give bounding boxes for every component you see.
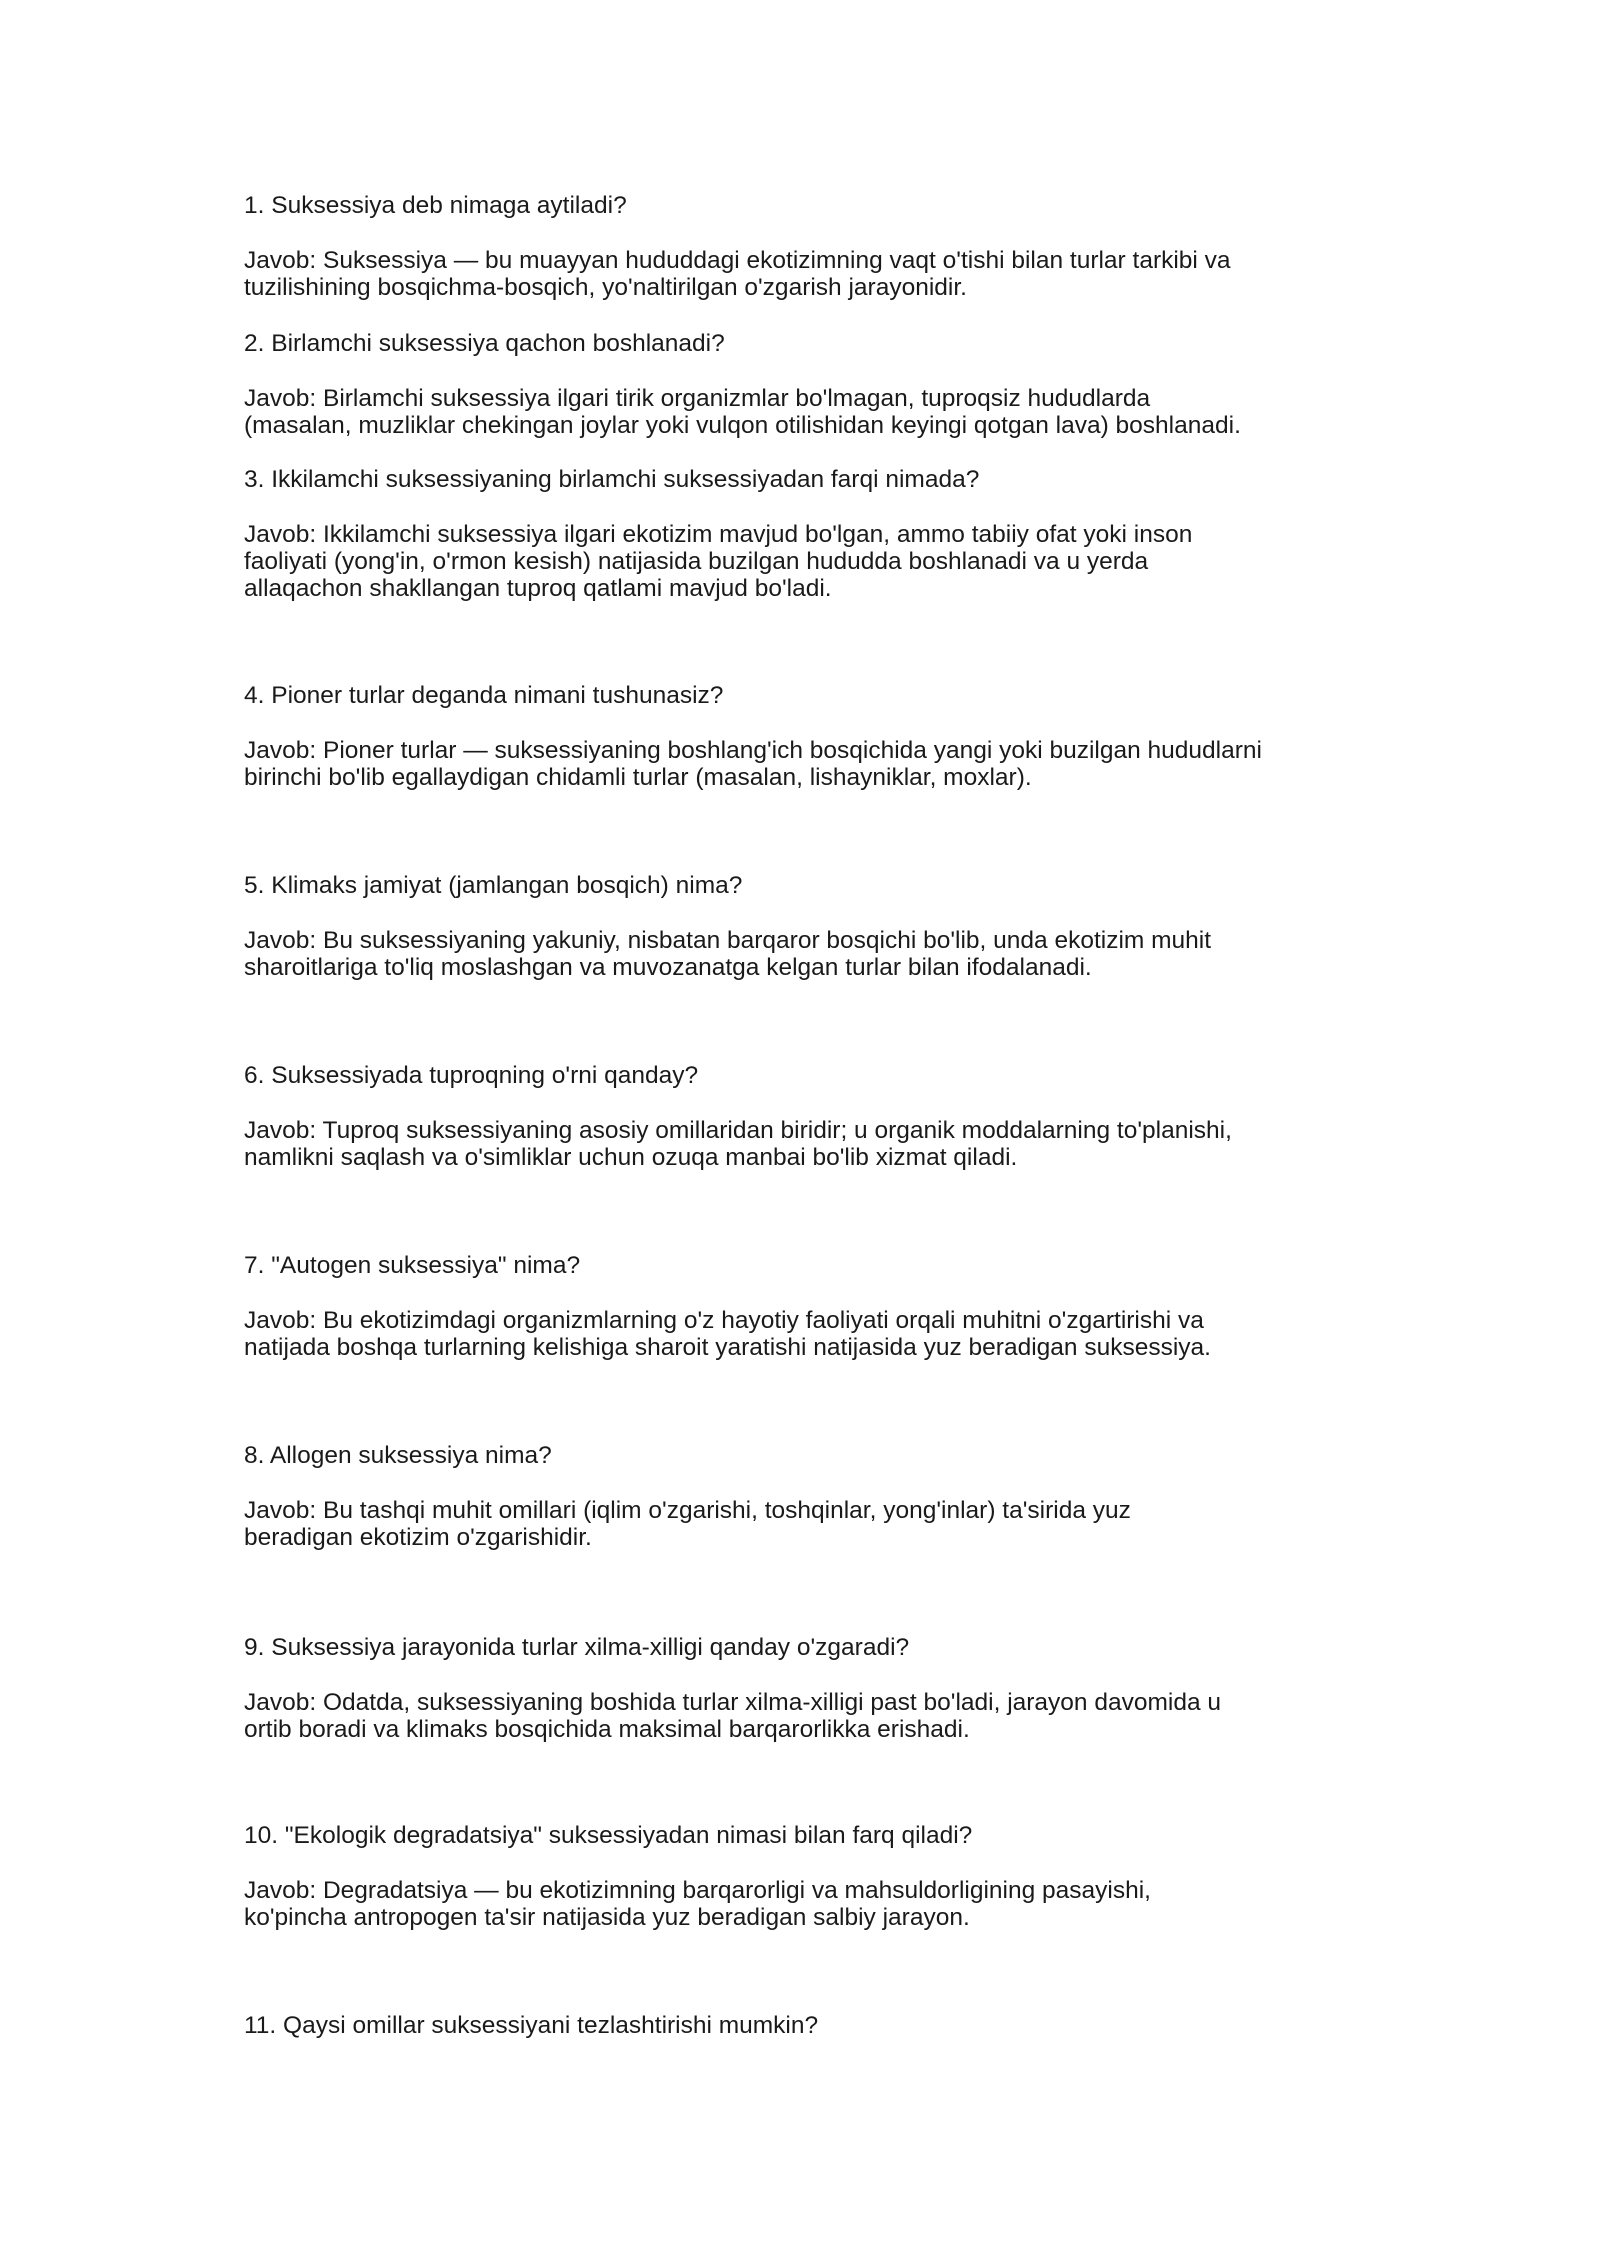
question-text: 10. "Ekologik degradatsiya" suksessiyadan nimasi bilan farq qiladi? xyxy=(244,1822,973,1849)
answer-line: ko'pincha antropogen ta'sir natijasida yuz beradigan salbiy jarayon. xyxy=(244,1904,970,1931)
answer-line: Javob: Odatda, suksessiyaning boshida turlar xilma-xilligi past bo'ladi, jarayon davomida u xyxy=(244,1689,1222,1716)
answer-line: Javob: Bu ekotizimdagi organizmlarning o'z hayotiy faoliyati orqali muhitni o'zgartirishi va xyxy=(244,1307,1204,1334)
answer-line: faoliyati (yong'in, o'rmon kesish) natijasida buzilgan hududda boshlanadi va u yerda xyxy=(244,548,1149,575)
qa-item-7 xyxy=(244,1252,1374,1361)
answer-line: sharoitlariga to'liq moslashgan va muvozanatga kelgan turlar bilan ifodalanadi. xyxy=(244,954,1092,981)
answer-text xyxy=(244,1689,1374,1743)
qa-item-5 xyxy=(244,872,1374,981)
question-text: 5. Klimaks jamiyat (jamlangan bosqich) nima? xyxy=(244,872,743,899)
answer-line: Javob: Birlamchi suksessiya ilgari tirik organizmlar bo'lmagan, tuproqsiz hududlarda xyxy=(244,385,1151,412)
question-text: 6. Suksessiyada tuproqning o'rni qanday? xyxy=(244,1062,699,1089)
qa-item-3 xyxy=(244,466,1374,602)
answer-text xyxy=(244,247,1374,301)
answer-line: ortib boradi va klimaks bosqichida maksimal barqarorlikka erishadi. xyxy=(244,1716,970,1743)
qa-item-2 xyxy=(244,330,1374,439)
question-text: 1. Suksessiya deb nimaga aytiladi? xyxy=(244,192,627,219)
answer-line: tuzilishining bosqichma-bosqich, yo'naltirilgan o'zgarish jarayonidir. xyxy=(244,274,967,301)
answer-text xyxy=(244,1117,1374,1171)
answer-line: Javob: Tuproq suksessiyaning asosiy omillaridan biridir; u organik moddalarning to'planishi, xyxy=(244,1117,1232,1144)
answer-text xyxy=(244,1877,1374,1931)
qa-item-10 xyxy=(244,1822,1374,1931)
question-text: 11. Qaysi omillar suksessiyani tezlashtirishi mumkin? xyxy=(244,2012,819,2039)
answer-line: Javob: Bu tashqi muhit omillari (iqlim o'zgarishi, toshqinlar, yong'inlar) ta'sirida yuz xyxy=(244,1497,1131,1524)
question-text: 8. Allogen suksessiya nima? xyxy=(244,1442,552,1469)
answer-line: birinchi bo'lib egallaydigan chidamli turlar (masalan, lishayniklar, moxlar). xyxy=(244,764,1032,791)
answer-text xyxy=(244,737,1374,791)
answer-line: Javob: Bu suksessiyaning yakuniy, nisbatan barqaror bosqichi bo'lib, unda ekotizim muhit xyxy=(244,927,1212,954)
qa-item-4 xyxy=(244,682,1374,791)
question-text: 3. Ikkilamchi suksessiyaning birlamchi suksessiyadan farqi nimada? xyxy=(244,466,980,493)
qa-item-1 xyxy=(244,192,1374,301)
answer-line: Javob: Ikkilamchi suksessiya ilgari ekotizim mavjud bo'lgan, ammo tabiiy ofat yoki inson xyxy=(244,521,1193,548)
answer-text xyxy=(244,385,1374,439)
answer-line: beradigan ekotizim o'zgarishidir. xyxy=(244,1524,592,1551)
answer-line: Javob: Degradatsiya — bu ekotizimning barqarorligi va mahsuldorligining pasayishi, xyxy=(244,1877,1151,1904)
qa-item-9 xyxy=(244,1634,1374,1743)
answer-line: (masalan, muzliklar chekingan joylar yoki vulqon otilishidan keyingi qotgan lava) boshlanadi. xyxy=(244,412,1241,439)
answer-text xyxy=(244,1307,1374,1361)
question-text: 9. Suksessiya jarayonida turlar xilma-xilligi qanday o'zgaradi? xyxy=(244,1634,910,1661)
answer-line: namlikni saqlash va o'simliklar uchun ozuqa manbai bo'lib xizmat qiladi. xyxy=(244,1144,1018,1171)
answer-line: Javob: Suksessiya — bu muayyan hududdagi ekotizimning vaqt o'tishi bilan turlar tarkibi va xyxy=(244,247,1231,274)
question-text: 7. "Autogen suksessiya" nima? xyxy=(244,1252,581,1279)
answer-text xyxy=(244,1497,1374,1551)
qa-item-11 xyxy=(244,2012,1374,2040)
question-text: 2. Birlamchi suksessiya qachon boshlanadi? xyxy=(244,330,725,357)
answer-line: allaqachon shakllangan tuproq qatlami mavjud bo'ladi. xyxy=(244,575,832,602)
answer-text xyxy=(244,521,1374,602)
answer-line: natijada boshqa turlarning kelishiga sharoit yaratishi natijasida yuz beradigan suksessiya. xyxy=(244,1334,1211,1361)
qa-item-6 xyxy=(244,1062,1374,1171)
answer-line: Javob: Pioner turlar — suksessiyaning boshlang'ich bosqichida yangi yoki buzilgan hududlarni xyxy=(244,737,1262,764)
qa-item-8 xyxy=(244,1442,1374,1551)
answer-text xyxy=(244,927,1374,981)
question-text: 4. Pioner turlar deganda nimani tushunasiz? xyxy=(244,682,724,709)
